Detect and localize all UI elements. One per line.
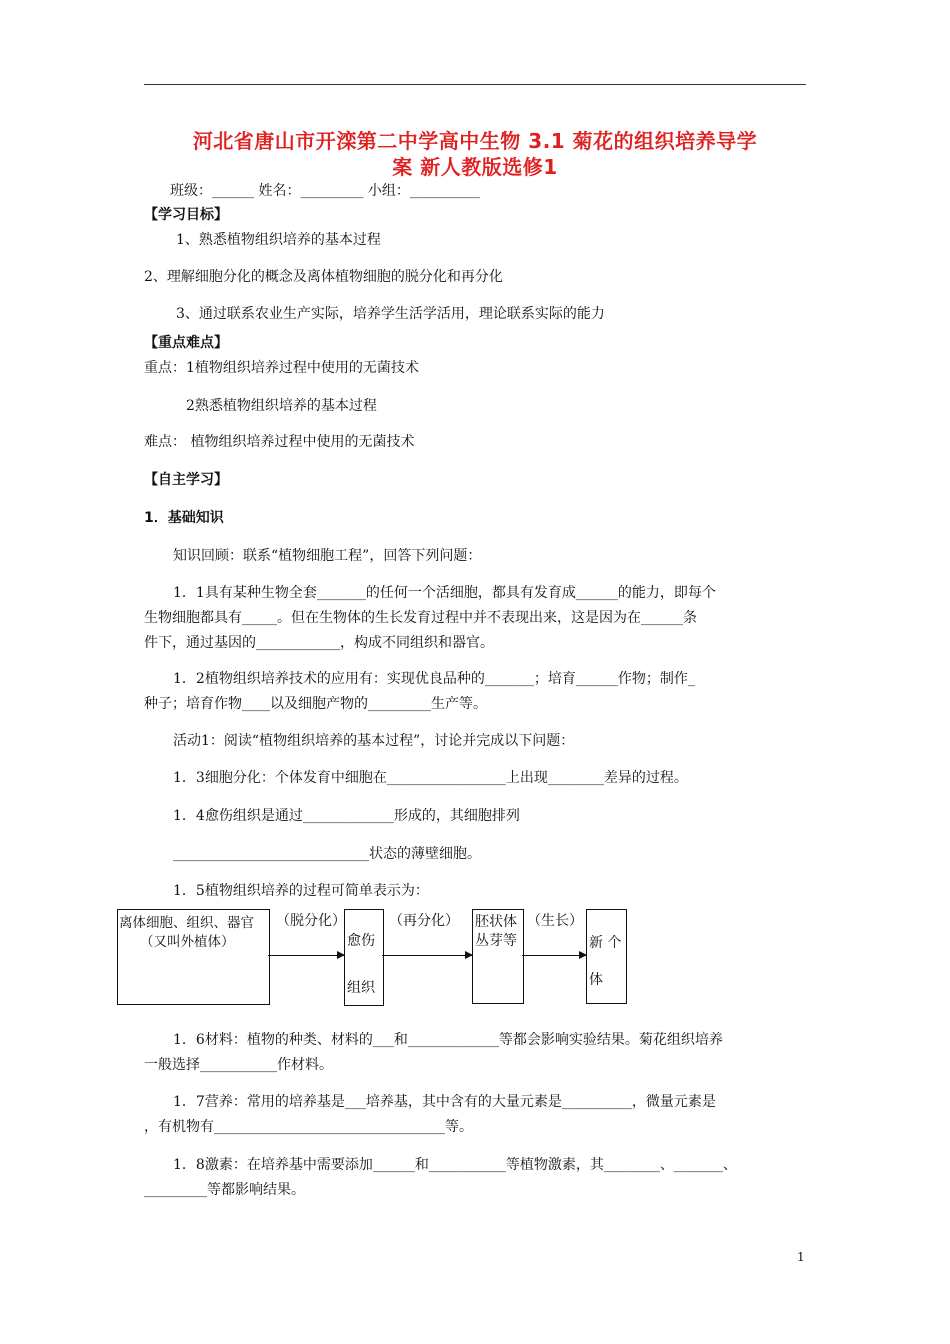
document-title: 河北省唐山市开滦第二中学高中生物 3.1 菊花的组织培养导学 [192,129,758,153]
key-point-line: 2熟悉植物组织培养的基本过程 [186,398,377,414]
question-1-8: 1．8激素：在培养基中需要添加______和___________等植物激素，其________、_______、 [173,1157,737,1173]
review-prompt: 知识回顾：联系“植物细胞工程”，回答下列问题： [173,548,482,564]
section-heading: 1．基础知识 [144,510,224,526]
question-1-7-cont: ，有机物有_________________________________等。 [144,1119,473,1135]
question-1-4: 1．4愈伤组织是通过_____________形成的，其细胞排列 [173,808,520,824]
arrow-right-icon [268,955,344,956]
redifferentiation-label: （再分化） [389,913,459,929]
objective-item: 2、理解细胞分化的概念及离体植物细胞的脱分化和再分化 [144,269,503,285]
new-individual-box: 新 个 体 [586,909,627,1004]
question-1-6-cont: 一般选择___________作材料。 [144,1057,333,1073]
arrow-right-icon [522,955,586,956]
question-1-3: 1．3细胞分化：个体发育中细胞在_________________上出现________差异的过程。 [173,770,688,786]
objectives-heading: 【学习目标】 [144,207,228,223]
difficulty-line: 难点： 植物组织培养过程中使用的无菌技术 [144,434,415,450]
callus-box: 愈伤 组织 [344,909,384,1006]
embryoid-box: 胚状体 丛芽等 [472,909,524,1004]
arrow-right-icon [382,955,472,956]
question-1-1: 1．1具有某种生物全套_______的任何一个活细胞，都具有发育成______的能力，即每个 [173,585,716,601]
key-point-line: 重点：1植物组织培养过程中使用的无菌技术 [144,360,419,376]
document-title-continued: 案 新人教版选修1 [392,155,558,179]
question-1-1-cont: 生物细胞都具有_____。但在生物体的生长发育过程中并不表现出来，这是因为在______条 [144,610,697,626]
growth-label: （生长） [527,913,583,929]
objective-item: 1、熟悉植物组织培养的基本过程 [176,232,381,248]
question-1-5: 1．5植物组织培养的过程可简单表示为： [173,883,429,899]
header-rule [144,84,806,85]
question-1-2-cont: 种子；培育作物____以及细胞产物的_________生产等。 [144,696,487,712]
question-1-1-cont: 件下，通过基因的____________，构成不同组织和器官。 [144,635,494,651]
self-study-heading: 【自主学习】 [144,472,228,488]
question-1-4-cont: ____________________________状态的薄壁细胞。 [173,846,481,862]
question-1-8-cont: _________等都影响结果。 [144,1182,305,1198]
page-number: 1 [797,1250,805,1264]
question-1-7: 1．7营养：常用的培养基是___培养基，其中含有的大量元素是__________，微量元素是 [173,1094,716,1110]
dedifferentiation-label: （脱分化） [276,913,346,929]
key-points-heading: 【重点难点】 [144,335,228,351]
activity-1: 活动1：阅读“植物组织培养的基本过程”，讨论并完成以下问题： [173,733,575,749]
question-1-2: 1．2植物组织培养技术的应用有：实现优良品种的_______；培育______作物；制作_ [173,671,695,687]
question-1-6: 1．6材料：植物的种类、材料的___和_____________等都会影响实验结果。菊花组织培养 [173,1032,723,1048]
objective-item: 3、通过联系农业生产实际，培养学生活学活用，理论联系实际的能力 [176,306,605,322]
activity-2: 活动2：阅读“影响植物组织培养的条件”，讨论并完成以下问题： [173,996,575,1012]
explant-box: 离体细胞、组织、器官 （又叫外植体） [117,909,270,1005]
student-info-line: 班级：______ 姓名：_________ 小组：__________ [170,183,480,199]
